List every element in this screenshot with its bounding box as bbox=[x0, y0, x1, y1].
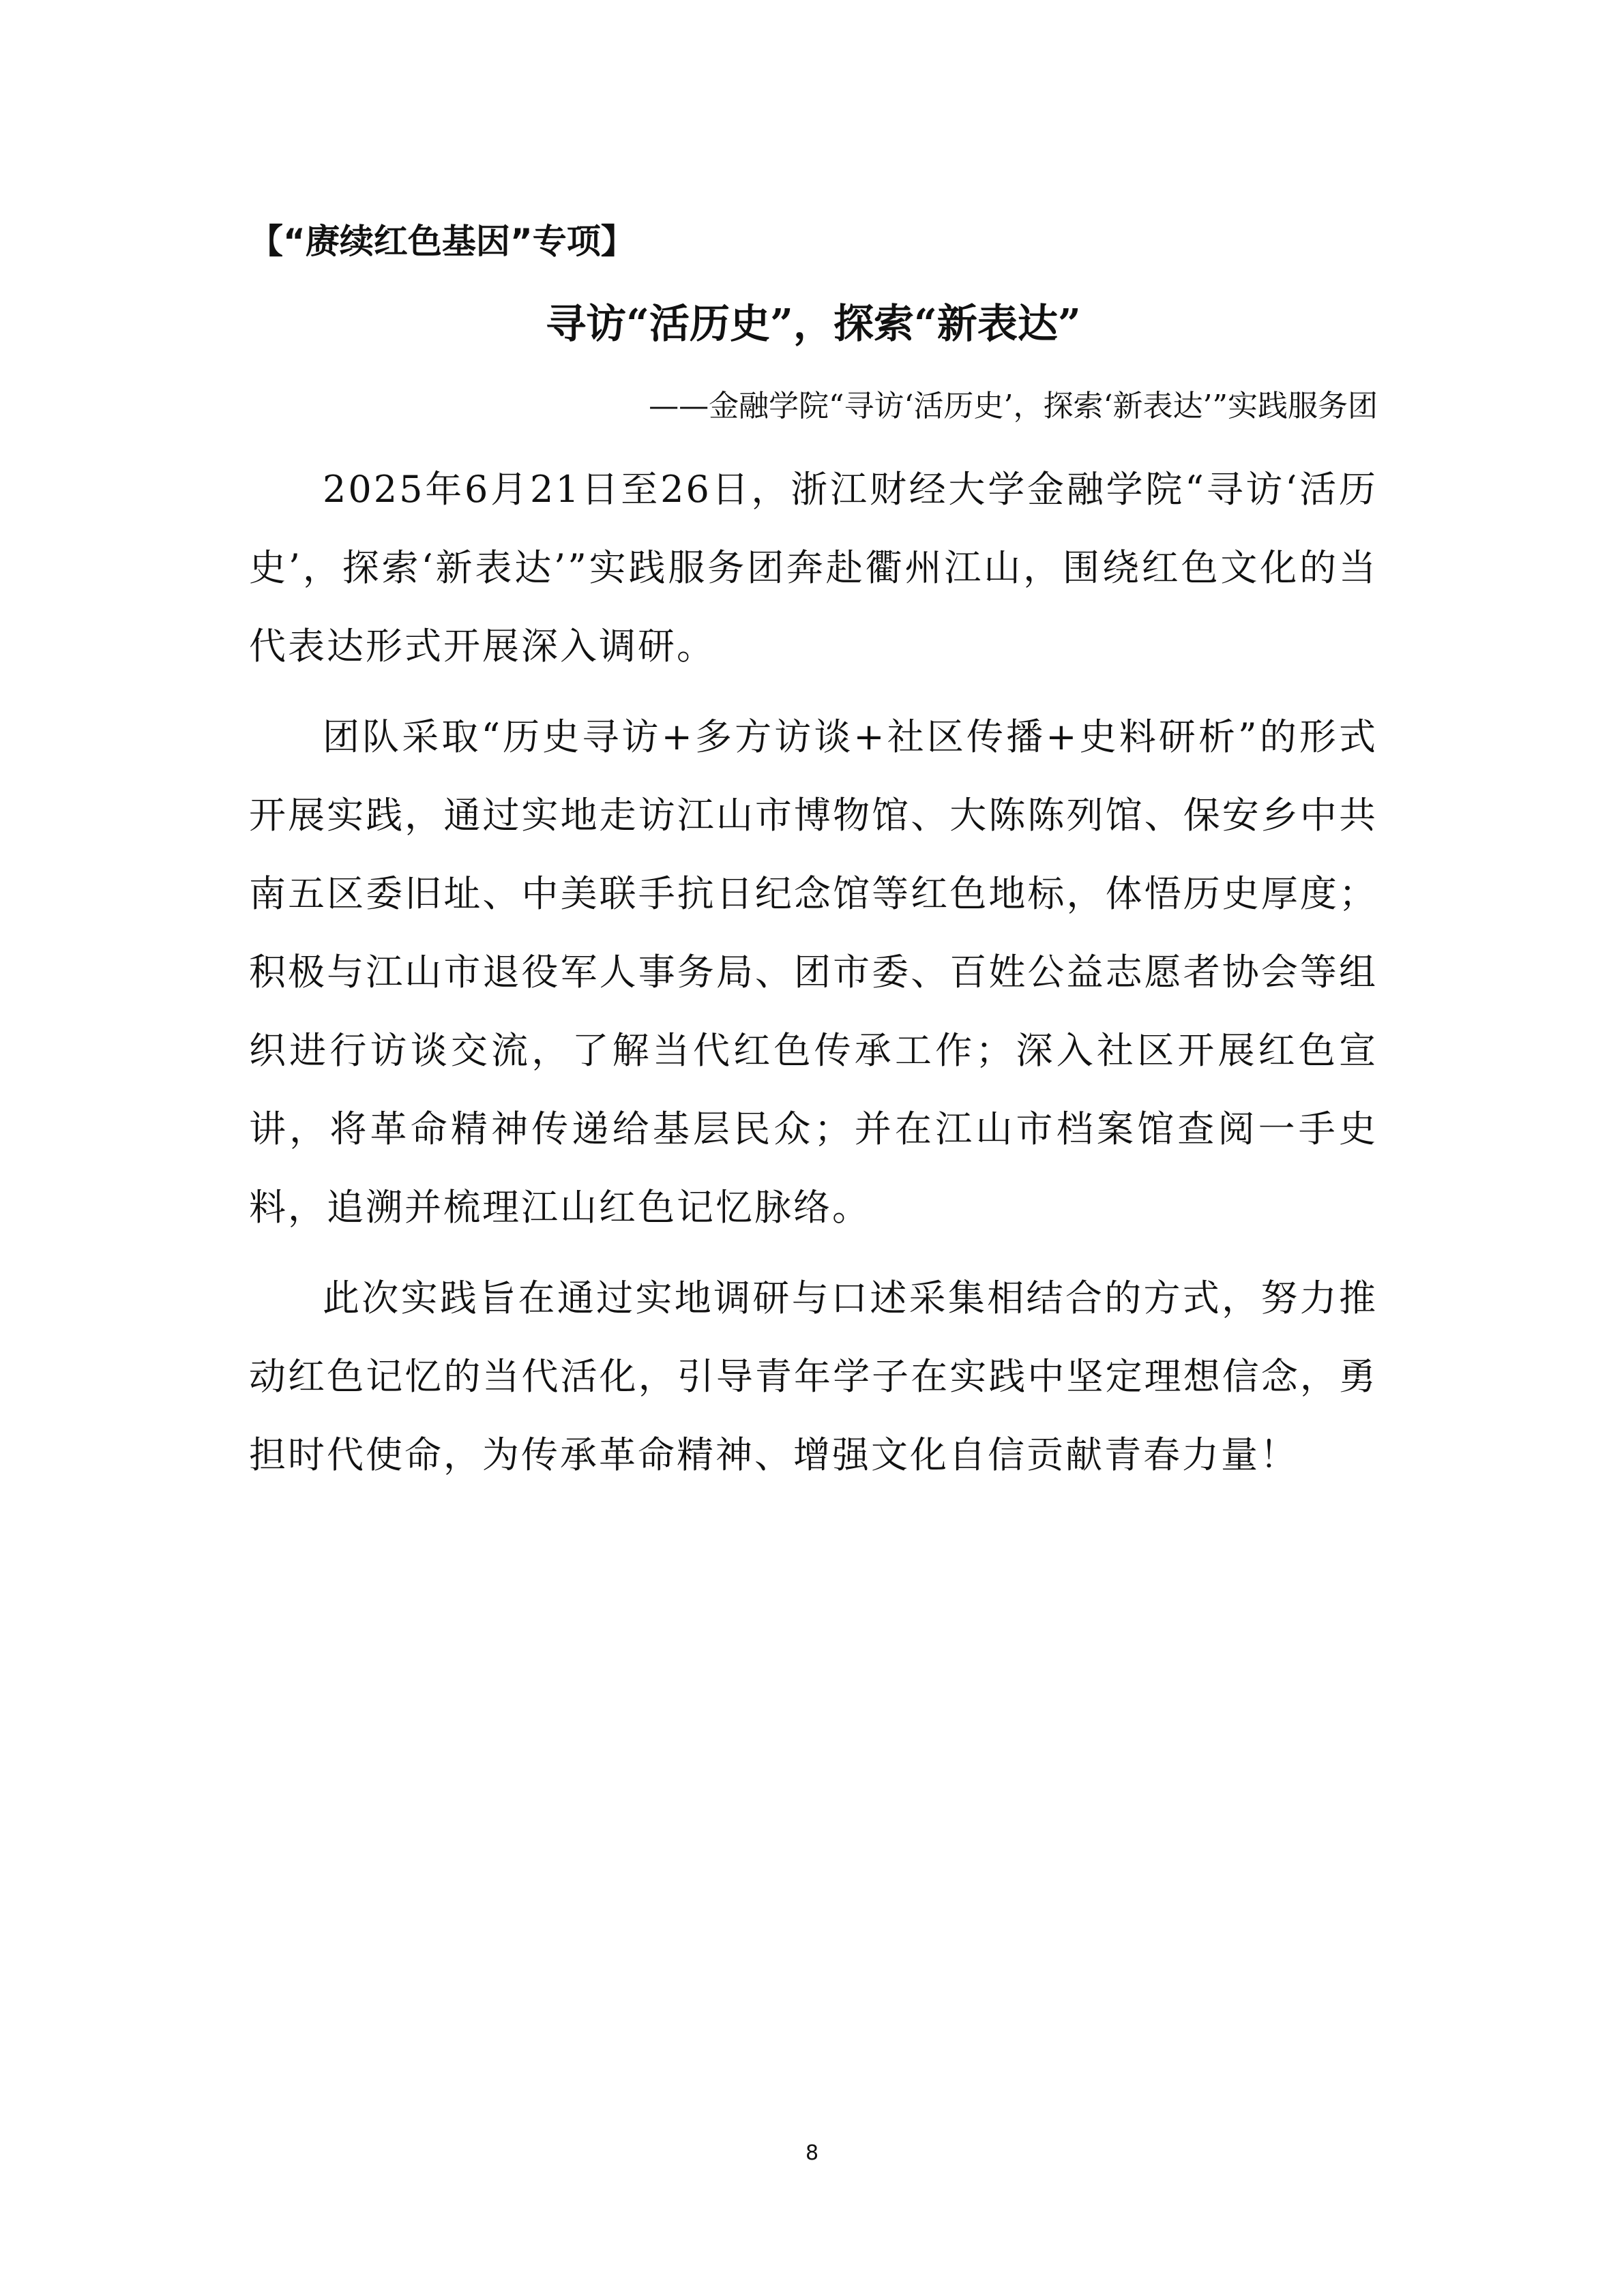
article-subtitle: ——金融学院“寻访‘活历史’，探索‘新表达’”实践服务团 bbox=[649, 389, 1378, 423]
article-body bbox=[249, 450, 1378, 1506]
page-number: 8 bbox=[805, 2141, 819, 2165]
paragraph-2: 团队采取“历史寻访+多方访谈+社区传播+史料研析”的形式开展实践，通过实地走访江山市博物馆、大陈陈列馆、保安乡中共南五区委旧址、中美联手抗日纪念馆等红色地标，体悟历史厚度；积极与江山市退役军人事务局、团市委、百姓公益志愿者协会等组织进行访谈交流，了解当代红色传承工作；深入社区开展红色宣讲，将革命精神传递给基层民众；并在江山市档案馆查阅一手史料，追溯并梳理江山红色记忆脉络。 bbox=[249, 715, 1378, 1229]
paragraph-3: 此次实践旨在通过实地调研与口述采集相结合的方式，努力推动红色记忆的当代活化，引导青年学子在实践中坚定理想信念，勇担时代使命，为传承革命精神、增强文化自信贡献青春力量！ bbox=[249, 1277, 1378, 1476]
section-tag: 【“赓续红色基因”专项】 bbox=[249, 222, 635, 261]
paragraph-1: 2025年6月21日至26日，浙江财经大学金融学院“寻访‘活历史’，探索‘新表达’”实践服务团奔赴衢州江山，围绕红色文化的当代表达形式开展深入调研。 bbox=[249, 468, 1378, 668]
article-title: 寻访“活历史”，探索“新表达” bbox=[546, 300, 1081, 347]
